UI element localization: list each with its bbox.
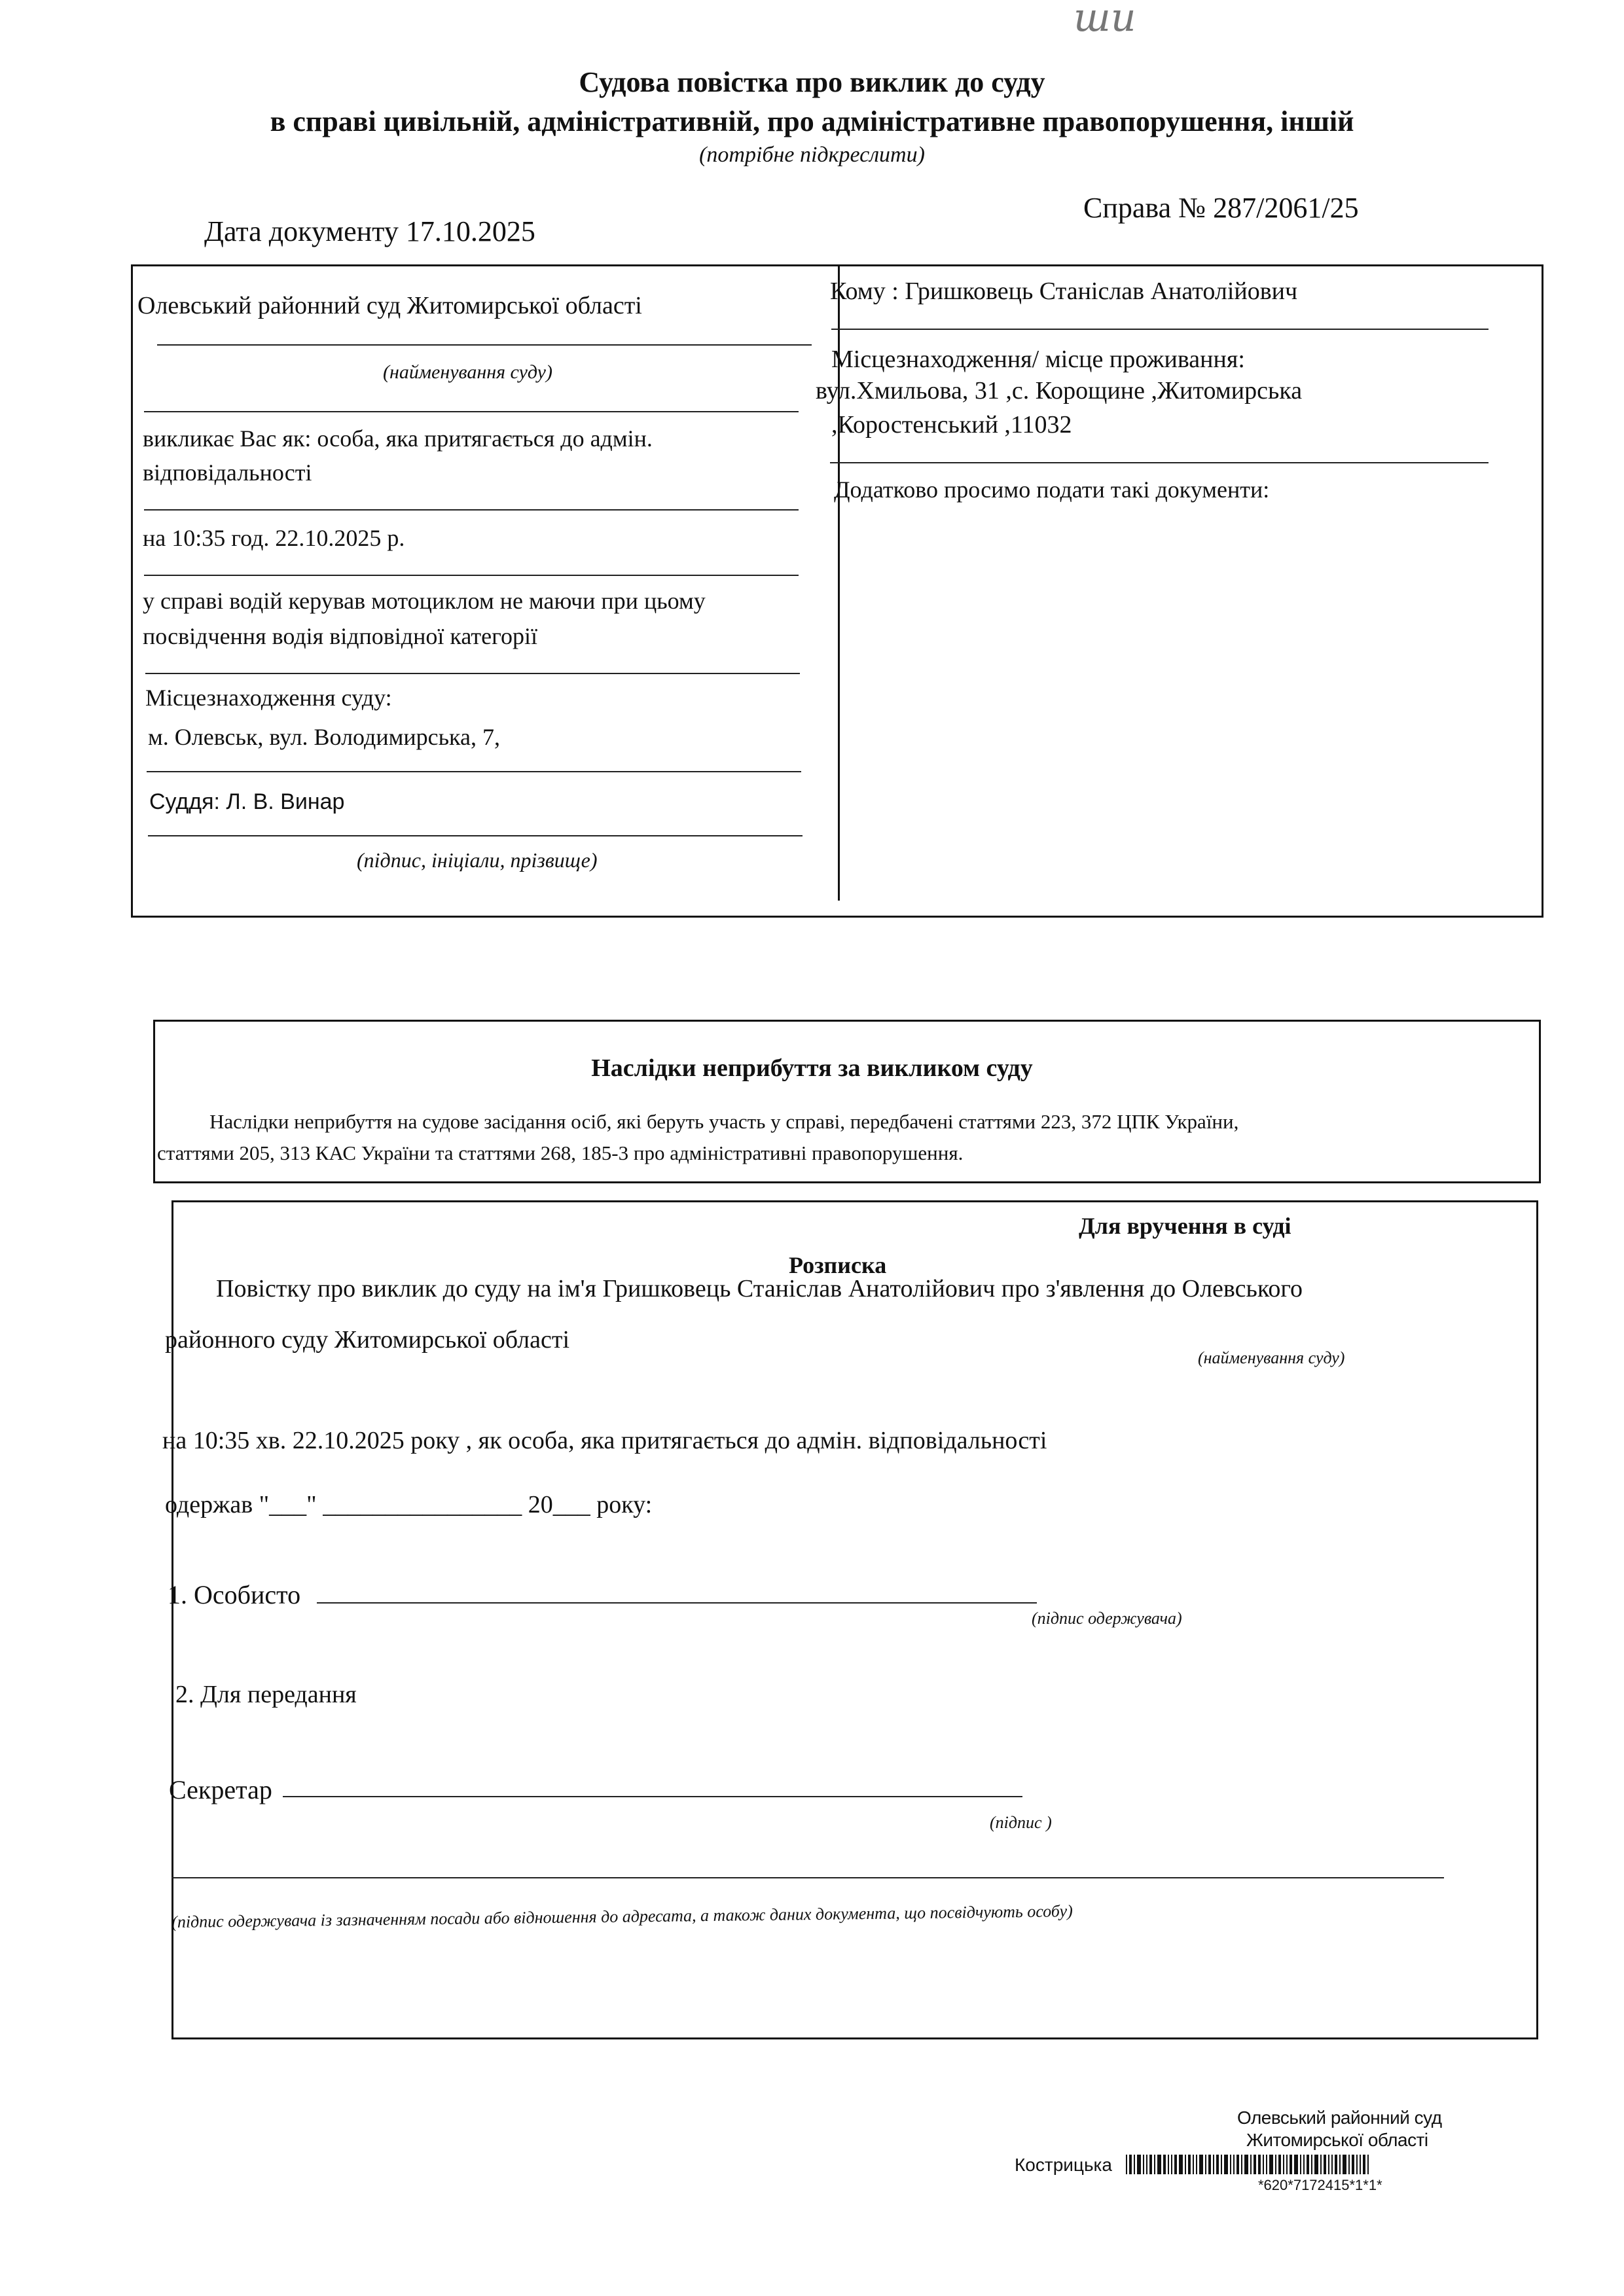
barcode-bar: [1343, 2155, 1346, 2174]
barcode-bar: [1283, 2155, 1284, 2174]
consequences-heading: Наслідки неприбуття за викликом суду: [591, 1054, 1033, 1082]
barcode-bar: [1290, 2155, 1292, 2174]
for-transfer-label: 2. Для передання: [175, 1681, 357, 1708]
barcode-bar: [1146, 2155, 1147, 2174]
barcode-bar: [1129, 2155, 1132, 2174]
barcode-text: *620*7172415*1*1*: [1258, 2177, 1382, 2193]
barcode-bar: [1174, 2155, 1177, 2174]
barcode-bar: [1199, 2155, 1203, 2174]
judge: Суддя: Л. В. Винар: [149, 789, 345, 814]
barcode-bar: [1348, 2155, 1350, 2174]
barcode-bar: [1254, 2155, 1256, 2174]
hearing-time: на 10:35 год. 22.10.2025 р.: [143, 525, 405, 551]
barcode-bar: [1307, 2155, 1309, 2174]
barcode-bar: [1300, 2155, 1301, 2174]
secretary-signature-caption: (підпис ): [990, 1813, 1052, 1832]
barcode-bar: [1241, 2155, 1242, 2174]
handwritten-mark: ши: [1074, 0, 1136, 41]
barcode-bar: [1335, 2155, 1337, 2174]
barcode-bar: [1266, 2155, 1267, 2174]
summons-role-line2: відповідальності: [143, 459, 312, 486]
recipient-name: Кому : Гришковець Станіслав Анатолійович: [830, 278, 1298, 305]
residence-label: Місцезнаходження/ місце проживання:: [831, 346, 1245, 373]
receipt-footer-caption: (підпис одержувача із зазначенням посади або відношення до адресата, а також даних документа, що посвідчують особу): [171, 1901, 1073, 1931]
case-subject-line2: посвідчення водія відповідної категорії: [143, 623, 537, 649]
receipt-footer-line: [171, 1877, 1444, 1878]
receipt-heading: Розписка: [789, 1252, 887, 1278]
barcode-bar: [1244, 2155, 1248, 2174]
barcode-bar: [1367, 2155, 1369, 2174]
residence-line1: вул.Хмильова, 31 ,с. Корощине ,Житомирська: [816, 377, 1303, 404]
stamp-court-line1: Олевський районний суд: [1237, 2108, 1442, 2128]
barcode-bar: [1250, 2155, 1252, 2174]
barcode-bar: [1205, 2155, 1206, 2174]
barcode-bar: [1275, 2155, 1276, 2174]
barcode-bar: [1352, 2155, 1354, 2174]
barcode-bar: [1236, 2155, 1239, 2174]
barcode-bar: [1208, 2155, 1211, 2174]
personally-label: 1. Особисто: [168, 1580, 301, 1609]
consequences-text-line2: статтями 205, 313 КАС України та статтями 268, 185-3 про адміністративні правопорушення.: [157, 1141, 964, 1164]
barcode-bar: [1230, 2155, 1231, 2174]
receipt-line2: районного суду Житомирської області: [165, 1326, 570, 1354]
barcode-bar: [1314, 2155, 1318, 2174]
document-title-line2: в справі цивільній, адміністративній, про адміністративне правопорушення, іншій: [270, 105, 1354, 137]
barcode-bar: [1157, 2155, 1161, 2174]
barcode-bar: [1360, 2155, 1361, 2174]
barcode-bar: [1168, 2155, 1169, 2174]
barcode-bar: [1294, 2155, 1298, 2174]
barcode-bar: [1278, 2155, 1281, 2174]
recipient-signature-caption: (підпис одержувача): [1032, 1609, 1182, 1628]
barcode-bar: [1263, 2155, 1264, 2174]
barcode-bar: [1149, 2155, 1152, 2174]
barcode-bar: [1311, 2155, 1312, 2174]
barcode-bar: [1143, 2155, 1144, 2174]
barcode-bar: [1179, 2155, 1183, 2174]
barcode-bar: [1193, 2155, 1194, 2174]
receipt-court-caption: (найменування суду): [1198, 1348, 1345, 1367]
barcode-bar: [1196, 2155, 1197, 2174]
clerk-name: Кострицька: [1015, 2155, 1112, 2175]
consequences-text-line1: Наслідки неприбуття на судове засідання осіб, які беруть участь у справі, передбачені статтями 223, 372 ЦПК України,: [209, 1110, 1239, 1133]
barcode-bar: [1126, 2155, 1127, 2174]
barcode-bar: [1331, 2155, 1333, 2174]
barcode: [1126, 2149, 1369, 2174]
barcode-bar: [1339, 2155, 1341, 2174]
barcode-bar: [1269, 2155, 1273, 2174]
residence-line2: ,Коростенський ,11032: [831, 411, 1072, 439]
secretary-signature-line: [283, 1796, 1022, 1797]
signature-caption: (підпис, ініціали, прізвище): [357, 848, 598, 872]
case-number: Справа № 287/2061/25: [1083, 192, 1359, 224]
court-name: Олевський районний суд Житомирської області: [137, 292, 642, 319]
receipt-line3: на 10:35 хв. 22.10.2025 року , як особа, яка притягається до адмін. відповідальності: [162, 1427, 1047, 1454]
court-location-value: м. Олевськ, вул. Володимирська, 7,: [148, 724, 500, 750]
barcode-bar: [1286, 2155, 1288, 2174]
delivery-note: Для вручення в суді: [1079, 1213, 1291, 1239]
case-subject-line1: у справі водій керував мотоциклом не маючи при цьому: [143, 588, 706, 614]
barcode-bar: [1221, 2155, 1222, 2174]
extra-documents-label: Додатково просимо подати такі документи:: [834, 476, 1270, 503]
barcode-bar: [1324, 2155, 1326, 2174]
barcode-bar: [1320, 2155, 1322, 2174]
court-location-label: Місцезнаходження суду:: [145, 685, 392, 711]
barcode-bar: [1137, 2155, 1141, 2174]
barcode-bar: [1356, 2155, 1358, 2174]
barcode-bar: [1154, 2155, 1155, 2174]
barcode-bar: [1328, 2155, 1329, 2174]
document-date: Дата документу 17.10.2025: [204, 215, 535, 247]
barcode-bar: [1233, 2155, 1235, 2174]
secretary-label: Секретар: [169, 1775, 272, 1804]
barcode-bar: [1134, 2155, 1135, 2174]
barcode-bar: [1363, 2155, 1365, 2174]
barcode-bar: [1185, 2155, 1186, 2174]
document-title-line1: Судова повістка про виклик до суду: [579, 66, 1045, 98]
barcode-bar: [1216, 2155, 1219, 2174]
barcode-bar: [1258, 2155, 1261, 2174]
barcode-bar: [1224, 2155, 1228, 2174]
court-name-caption: (найменування суду): [383, 361, 552, 383]
received-date-line: одержав "___" ________________ 20___ року:: [165, 1491, 653, 1518]
title-note: (потрібне підкреслити): [699, 143, 925, 167]
receipt-line1: Повістку про виклик до суду на ім'я Гришковець Станіслав Анатолійович про з'явлення до Олевського: [216, 1275, 1303, 1302]
personally-signature-line: [317, 1602, 1037, 1604]
stamp-court-line2: Житомирської області: [1246, 2130, 1428, 2150]
barcode-bar: [1188, 2155, 1191, 2174]
barcode-bar: [1303, 2155, 1305, 2174]
summons-role-line1: викликає Вас як: особа, яка притягається до адмін.: [143, 425, 653, 452]
barcode-bar: [1171, 2155, 1172, 2174]
barcode-bar: [1163, 2155, 1166, 2174]
barcode-bar: [1213, 2155, 1214, 2174]
